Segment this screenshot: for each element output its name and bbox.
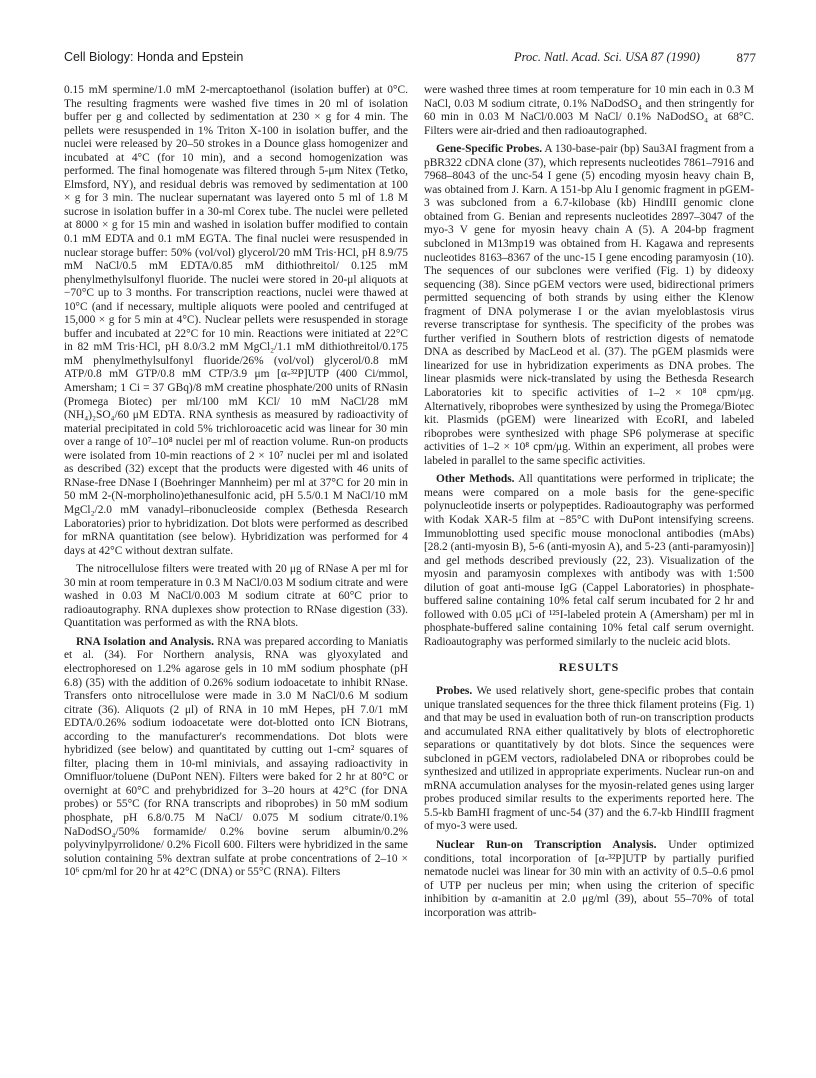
gene-probes-heading: Gene-Specific Probes. [436, 143, 543, 156]
running-head-journal: Proc. Natl. Acad. Sci. USA 87 (1990) [514, 50, 700, 64]
gene-probes-text: A 130-base-pair (bp) Sau3AI fragment from a pBR322 cDNA clone (37), which represents nucleotides 7861–7916 and 7968–8043 of the unc-54 I gene (5) encoding myosin heavy chain B, was obtained from J. Karn. A 151-bp Alu I genomic fragment in pGEM-3 was subcloned from a 6.7-kilobase (kb) HindIII genomic clone obtained from G. Benian and represents nucleotides 2897–3047 of the myo-3 V gene for myosin heavy chain A (5). A 204-bp fragment subcloned in M13mp19 was obtained from H. Kagawa and represents nucleotides 8163–8367 of the unc-15 I gene encoding paramyosin (10). The sequences of our subclones were verified (Fig. 1) by dideoxy sequencing (38). Since pGEM vectors were used, bidirectional primers permitted sequencing of both strands by using either the Klenow fragment of DNA polymerase I or the avian myeloblastosis virus reverse transcriptase for synthesis. The specificity of the probes was further verified in Southern blots of restriction digests of nematode DNA as described by MacLeod et al. (37). The pGEM plasmids were linearized for use in hybridization experiments as DNA probes. The linear plasmids were nick-translated by using the Bethesda Research Laboratories kit to specific activities of 1–2 × 10⁸ cpm/μg. Alternatively, riboprobes were synthesized by using the Promega/Biotec kit. Plasmids (pGEM) were linearized with EcoRI, and labeled riboprobes were synthesized with phage SP6 polymerase at specific activities of 1–2 × 10⁸ cpm/μg. Within an experiment, all probes were labeled in parallel to the same specific activities. [424, 143, 754, 467]
rna-isolation-heading: RNA Isolation and Analysis. [76, 635, 214, 648]
rna-isolation-text: RNA was prepared according to Maniatis et al. (34). For Northern analysis, RNA was glyoxylated and electrophoresed on 1.2% agarose gels in 10 mM sodium phosphate (pH 6.8) (35) with the addition of 0.26% sodium iodoacetate to inhibit RNase. Transfers onto nitrocellulose were made in 3.0 M NaCl/0.6 M sodium citrate (36). Aliquots (2 μl) of RNA in 10 mM Hepes, pH 7.0/1 mM EDTA/0.26% sodium iodoacetate were dot-blotted onto ICN Biotrans, according to the manufacturer's recommendations. Dot blots were hybridized (see below) and quantitated by cutting out 1-cm² squares of filter, placing them in 10-ml minivials, and assaying radioactivity in Omnifluor/toluene (DuPont NEN). Filters were baked for 2 hr at 80°C or overnight at 60°C and prehybridized for 3–20 hours at 42°C (for DNA probes) or 55°C (for RNA transcripts and riboprobes) in 50 mM sodium phosphate, pH 6.8/0.75 M NaCl/ 0.075 M sodium citrate/0.1% NaDodSO₄/50% formamide/ 0.2% bovine serum albumin/0.2% polyvinylpyrrolidone/ 0.2% Ficoll 600. Filters were hybridized in the same solution containing 5% dextran sulfate at probe concentrations of 2–10 × 10⁶ cpm/ml for 20 hr at 42°C (DNA) or 55°C (RNA). Filters [64, 635, 408, 879]
results-paragraph-run-on [424, 839, 754, 920]
probes-text: We used relatively short, gene-specific probes that contain unique translated sequences for the three thick filament proteins (Fig. 1) and that may be used in evaluation both of run-on transcription products and accumulated RNA either qualitatively by blots of electrophoretic separations or quantitatively by dot blots. Since the sequences were subcloned in pGEM vectors, radiolabeled DNA or riboprobes could be synthesized and utilized in appropriate experiments. Nuclear run-on and mRNA accumulation analyses for the myosin-related genes using larger probes produced similar results to the experiments reported here. The 5.5-kb BamHI fragment of unc-54 (37) and the 6.7-kb HindIII fragment of myo-3 were used. [424, 684, 754, 833]
run-on-text: Under optimized conditions, total incorporation of [α-³²P]UTP by partially purified nematode nuclei was linear for 30 min with an activity of 0.5–0.6 pmol of UTP per nucleus per min; when using the criterion of specific inhibition by α-amanitin at 2.0 μg/ml (39), about 55–70% of total incorporation was attrib- [424, 838, 754, 919]
results-paragraph-probes [424, 685, 754, 834]
right-column [424, 84, 754, 920]
methods-paragraph-rna-isolation [64, 636, 408, 880]
methods-paragraph-other-methods [424, 473, 754, 649]
running-header [64, 50, 756, 74]
other-methods-text: All quantitations were performed in triplicate; the means were compared on a mole basis for the gene-specific polynucleotide inserts or polypeptides. Radioautography was performed with Kodak XAR-5 film at −85°C with DuPont intensifying screens. Immunoblotting used specific mouse monoclonal antibodies (mAbs) [28.2 (anti-myosin B), 5-6 (anti-myosin A), and 5-23 (anti-paramyosin)] and gel methods described previously (22, 23). Visualization of the myosin and paramyosin complexes with antibody was with 1:500 dilution of goat anti-mouse IgG (Cappel Laboratories) in phosphate-buffered saline containing 10% fetal calf serum incubated for 2 hr and followed with 0.05 μCi of ¹²⁵I-labeled protein A (Amersham) per ml in phosphate-buffered saline containing 10% fetal calf serum overnight. Radioautography was performed similarly to the nucleic acid blots. [424, 473, 754, 648]
methods-paragraph-nuclei-isolation: 0.15 mM spermine/1.0 mM 2-mercaptoethanol (isolation buffer) at 0°C. The resulting fragments were washed five times in 20 ml of isolation buffer per g and collected by sedimentation at 230 × g for 4 min. The pellets were resuspended in 1% Triton X-100 in isolation buffer, and the nuclei were released by 20–50 strokes in a Dounce glass homogenizer and incubated at 4°C (for 10 min), and a second homogenization was performed. The final homogenate was filtered through 5-μm Nitex (Tetko, Elmsford, NY), and residual debris was removed by sedimentation at 100 × g for 3 min. The nuclear supernatant was layered onto 5 ml of 1.8 M sucrose in isolation buffer in a 30-ml Corex tube. The nuclei were pelleted at 8000 × g for 15 min and washed in isolation buffer modified to contain 0.1 mM EDTA and 0.1 mM EGTA. The final nuclei were resuspended in nuclear storage buffer: 50% (vol/vol) glycerol/20 mM Tris·HCl, pH 8.9/75 mM NaCl/0.5 mM EDTA/0.85 mM dithiothreitol/ 0.125 mM phenylmethylsulfonyl fluoride. The nuclei were stored in 20-μl aliquots at −70°C up to 3 months. For transcription reactions, nuclei were thawed at 10°C (and if necessary, multiple aliquots were pooled and centrifuged at 15,000 × g for 5 min at 4°C). Nuclear pellets were resuspended in storage buffer and incubated at 22°C for 10 min. Reactions were initiated at 22°C in 82 mM Tris·HCl, pH 8.0/3.2 mM MgCl₂/1.1 mM dithiothreitol/0.175 mM phenylmethylsulfonyl fluoride/26% (vol/vol) glycerol/0.8 mM ATP/0.8 mM GTP/0.8 mM CTP/3.9 μm [α-³²P]UTP (400 Ci/mmol, Amersham; 1 Ci = 37 GBq)/8 mM creatine phosphate/200 units of RNasin (Promega Biotec) per ml/100 mM KCl/ 10 mM NaCl/28 mM (NH₄)₂SO₄/60 μM EDTA. RNA synthesis as measured by radioactivity of material precipitated in cold 5% trichloroacetic acid was linear for 30 min over a range of 10⁷–10⁸ nuclei per ml of reaction volume. Run-on products were isolated from 10-min reactions of 2 × 10⁷ nuclei per ml and isolated as described (32) except that the products were digested with 46 units of RNase-free DNase I (Boehringer Mannheim) per ml at 37°C for 20 min in 50 mM 2-(N-morpholino)ethanesulfonic acid, pH 5.5/0.1 M NaCl/10 mM MgCl₂/2.0 mM vanadyl–ribonucleoside complex (Bethesda Research Laboratories) prior to hybridization. Dot blots were performed as described for mRNA quantitation (see below). Hybridization was performed for 4 days at 42°C without dextran sulfate. [64, 84, 408, 557]
methods-paragraph-filter-wash: were washed three times at room temperature for 10 min each in 0.3 M NaCl, 0.03 M sodium citrate, 0.1% NaDodSO₄ and then stringently for 60 min in 0.03 M NaCl/0.003 M NaCl/ 0.1% NaDodSO₄ at 68°C. Filters were air-dried and then radioautographed. [424, 84, 754, 137]
probes-heading: Probes. [436, 684, 473, 697]
left-column [64, 84, 408, 880]
page-number: 877 [736, 50, 756, 65]
other-methods-heading: Other Methods. [436, 473, 515, 486]
results-heading: RESULTS [558, 660, 620, 675]
running-head-authors: Cell Biology: Honda and Epstein [64, 50, 244, 64]
methods-paragraph-gene-specific-probes [424, 143, 754, 468]
methods-paragraph-rnase-treatment: The nitrocellulose filters were treated with 20 μg of RNase A per ml for 30 min at room temperature in 0.3 M NaCl/0.03 M sodium citrate and were washed in 0.03 M NaCl/0.003 M sodium citrate at 60°C prior to radioautography. RNA duplexes show protection to RNase digestion (33). Quantitation was performed as with the RNA blots. [64, 563, 408, 630]
run-on-heading: Nuclear Run-on Transcription Analysis. [436, 838, 657, 851]
